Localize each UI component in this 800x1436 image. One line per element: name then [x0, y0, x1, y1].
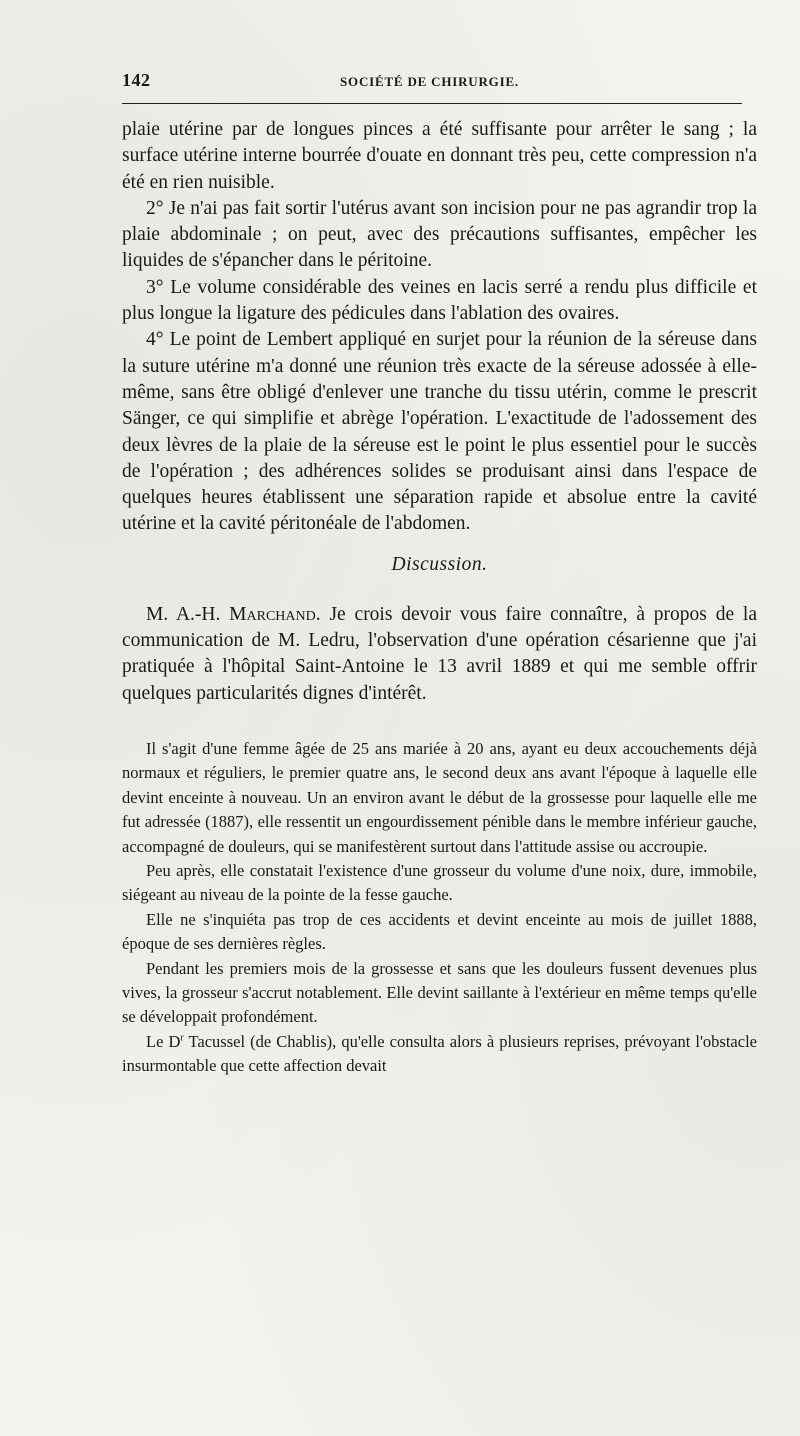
journal-title: SOCIÉTÉ DE CHIRURGIE. [340, 74, 519, 89]
discussion-paragraph [122, 602, 757, 707]
doctor-title: Le D [146, 1031, 181, 1051]
paragraph-continuation: plaie utérine par de longues pinces a été suffisante pour arrêter le sang ; la surface utérine interne bourrée d'ouate en donnant très peu, cette compression n'a été en rien nuisible. [122, 119, 757, 193]
case-paragraph: Il s'agit d'une femme âgée de 25 ans mariée à 20 ans, ayant eu deux accouchements déjà normaux et réguliers, le premier quatre ans, le second deux ans avant l'époque à laquelle elle devint enceinte à nouveau. Un an environ avant le début de la grossesse pour laquelle elle me fut adressée (1887), elle ressentit un engourdissement pénible dans le membre inférieur gauche, accompagné de douleurs, qui se manifestèrent surtout dans l'attitude assise ou accroupie. [122, 738, 757, 856]
case-paragraph-text: Tacussel (de Chablis), qu'elle consulta alors à plusieurs reprises, prévoyant l'obstacle insurmontable que cette affection devait [122, 1031, 757, 1076]
communication-text [122, 117, 757, 538]
case-paragraph: Peu après, elle constatait l'existence d'une grosseur du volume d'une noix, dure, immobile, siégeant au niveau de la pointe de la fesse gauche. [122, 860, 757, 905]
case-paragraph-last [122, 1030, 757, 1079]
discussion-text: Je crois devoir vous faire connaître, à propos de la communication de M. Ledru, l'observation d'une opération césarienne que j'ai pratiquée à l'hôpital Saint-Antoine le 13 avril 1889 et qui me semble offrir quelques particularités dignes d'intérêt. [122, 603, 758, 704]
speaker-name: M. A.-H. Marchand. [146, 603, 321, 625]
page-number: 142 [122, 70, 151, 90]
case-paragraph: Elle ne s'inquiéta pas trop de ces accidents et devint enceinte au mois de juillet 1888, époque de ses dernières règles. [122, 909, 757, 954]
body-text [122, 117, 757, 1079]
paragraph-point-2: 2° Je n'ai pas fait sortir l'utérus avant son incision pour ne pas agrandir trop la plaie abdominale ; on peut, avec des précautions suffisantes, empêcher les liquides de s'épancher dans le péritoine. [122, 197, 757, 272]
header-rule [122, 103, 742, 104]
paragraph-point-3: 3° Le volume considérable des veines en lacis serré a rendu plus difficile et plus longue la ligature des pédicules dans l'ablation des ovaires. [122, 276, 757, 325]
running-header [122, 70, 742, 94]
section-heading: Discussion. [391, 553, 488, 575]
case-report [122, 737, 757, 1079]
discussion-section [122, 602, 757, 707]
case-paragraph: Pendant les premiers mois de la grossesse et sans que les douleurs fussent devenues plus vives, la grosseur s'accrut notablement. Elle devint saillante à l'extérieur en même temps qu'elle se développait profondément. [122, 958, 757, 1027]
paragraph-point-4: 4° Le point de Lembert appliqué en surjet pour la réunion de la séreuse dans la suture utérine m'a donné une réunion très exacte de la séreuse adossée à elle-même, sans être obligé d'enlever une tranche du tissu utérin, comme le prescrit Sänger, ce qui simplifie et abrège l'opération. L'exactitude de l'adossement des deux lèvres de la plaie de la séreuse est le point le plus essentiel pour le succès de l'opération ; des adhérences solides se produisant ainsi dans l'espace de quelques heures établissent une séparation rapide et absolue entre la cavité utérine et la cavité péritonéale de l'abdomen. [122, 329, 757, 535]
doctor-title-superscript: r [180, 1032, 184, 1044]
